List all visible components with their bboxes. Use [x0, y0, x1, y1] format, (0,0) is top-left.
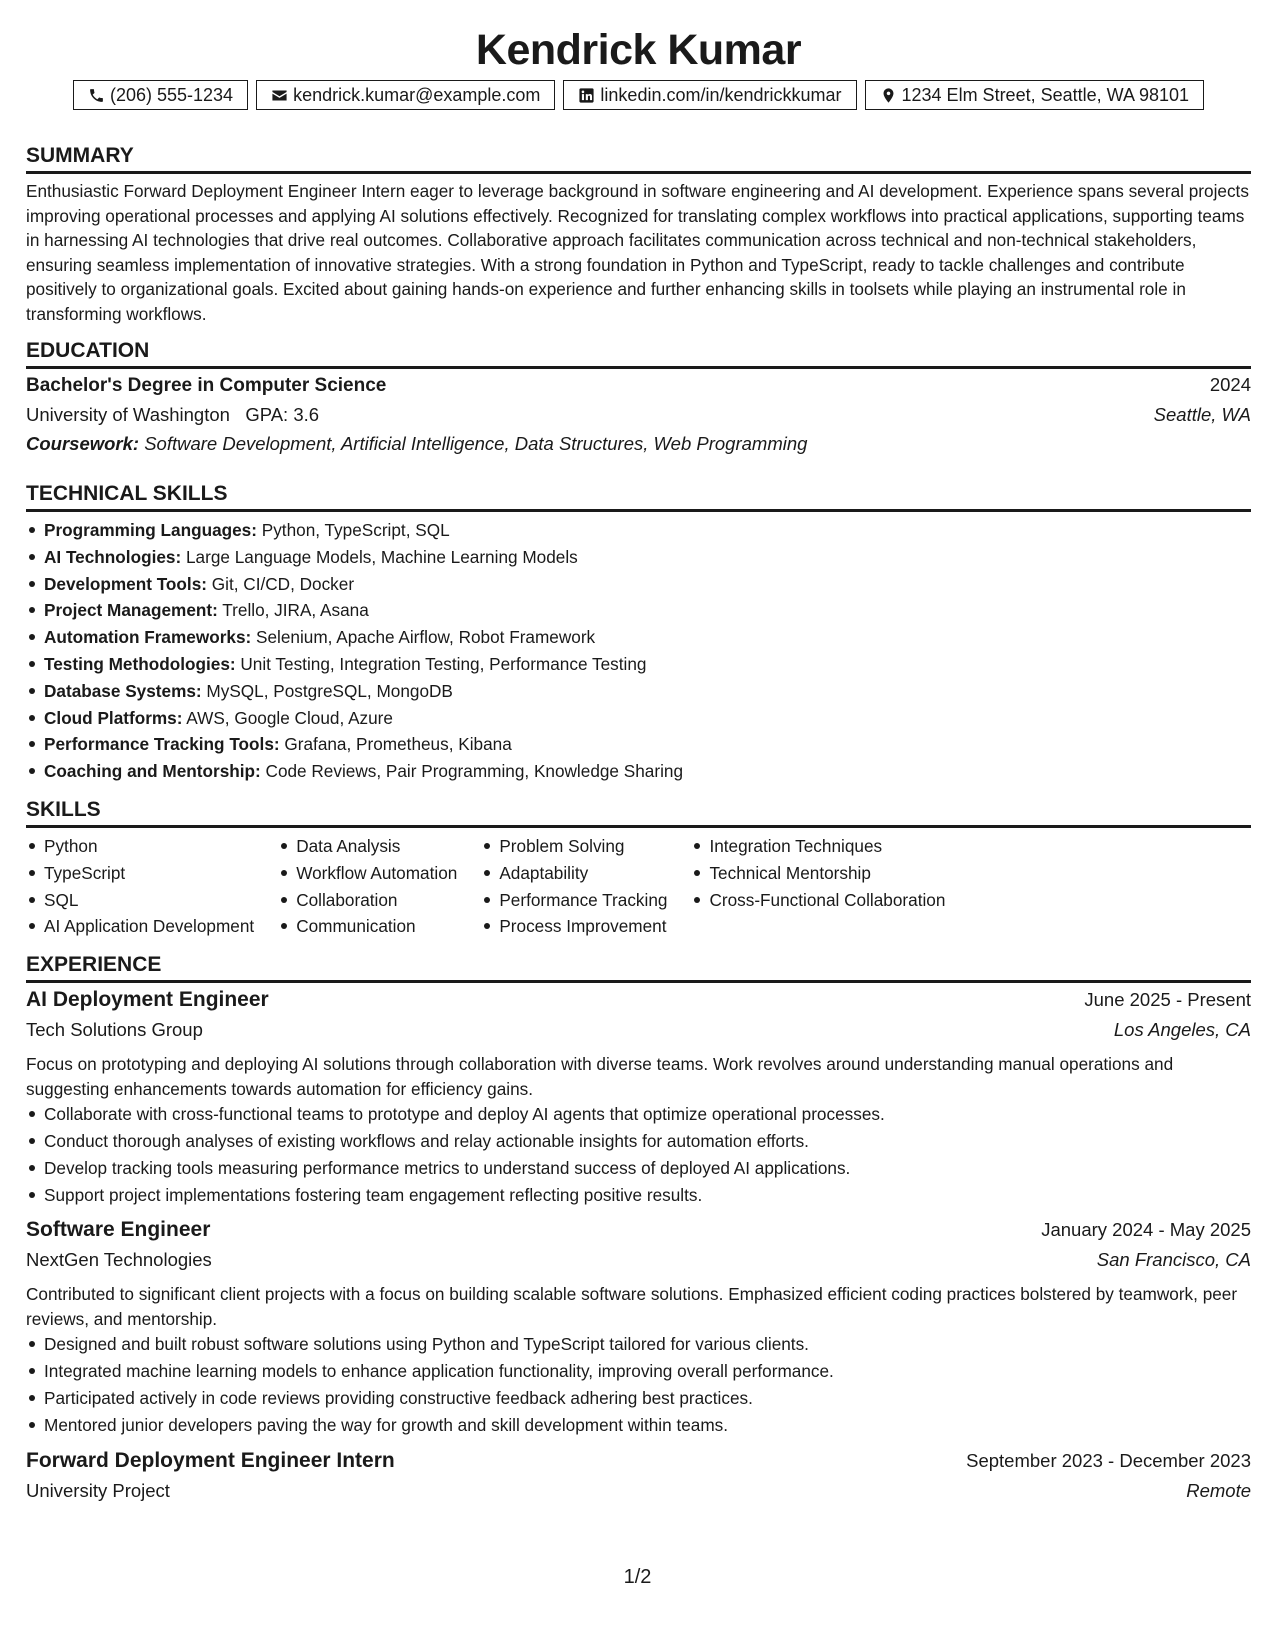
list-item: Python	[26, 833, 254, 860]
skill-value: AWS, Google Cloud, Azure	[186, 707, 393, 728]
company-name: University Project	[26, 1479, 170, 1501]
job-location: Los Angeles, CA	[1113, 1019, 1251, 1041]
list-item: Conduct thorough analyses of existing workflows and relay actionable insights for automation efforts.	[26, 1128, 1251, 1155]
contact-phone[interactable]	[73, 80, 248, 110]
linkedin-icon	[578, 87, 595, 104]
linkedin-text: linkedin.com/in/kendrickkumar	[600, 84, 842, 105]
job-entry	[26, 1218, 1251, 1438]
gpa: GPA: 3.6	[245, 404, 320, 425]
job-dates: September 2023 - December 2023	[966, 1449, 1251, 1471]
contact-email[interactable]	[256, 80, 555, 110]
skill-value: Python, TypeScript, SQL	[261, 520, 450, 540]
skills-section	[26, 798, 1251, 940]
list-item	[26, 651, 1251, 678]
list-item	[26, 544, 1251, 571]
school-name: University of Washington	[26, 404, 230, 425]
list-item: Integrated machine learning models to enhance application functionality, improving overall performance.	[26, 1358, 1251, 1385]
list-item	[26, 705, 1251, 732]
phone-icon	[88, 87, 105, 104]
page-number: 1/2	[623, 1566, 652, 1588]
skills-column	[691, 833, 945, 940]
skill-value: Trello, JIRA, Asana	[222, 600, 369, 621]
experience-heading: EXPERIENCE	[26, 953, 1251, 983]
job-entry	[26, 988, 1251, 1208]
skills-grid	[26, 833, 1251, 940]
job-bullets	[26, 1331, 1251, 1438]
list-item: Workflow Automation	[278, 860, 457, 887]
education-heading: EDUCATION	[26, 339, 1251, 369]
list-item: Technical Mentorship	[691, 860, 945, 887]
skill-value: MySQL, PostgreSQL, MongoDB	[206, 680, 453, 701]
skill-value: Git, CI/CD, Docker	[211, 573, 355, 594]
list-item: Collaboration	[278, 887, 457, 914]
job-title: AI Deployment Engineer	[26, 988, 269, 1012]
email-text: kendrick.kumar@example.com	[293, 84, 541, 105]
degree-title: Bachelor's Degree in Computer Science	[26, 375, 387, 396]
skill-label: AI Technologies:	[44, 546, 182, 567]
job-dates: June 2025 - Present	[1084, 989, 1251, 1011]
list-item: Process Improvement	[481, 913, 667, 940]
skill-label: Cloud Platforms:	[44, 707, 183, 728]
list-item: Data Analysis	[278, 833, 457, 860]
list-item	[26, 678, 1251, 705]
address-text: 1234 Elm Street, Seattle, WA 98101	[901, 84, 1190, 105]
list-item: Communication	[278, 913, 457, 940]
list-item	[26, 517, 1251, 544]
list-item	[26, 731, 1251, 758]
graduation-year: 2024	[1209, 374, 1251, 395]
technical-skills-list	[26, 517, 1251, 785]
list-item: Performance Tracking	[481, 887, 667, 914]
school-line	[26, 404, 319, 426]
job-summary: Focus on prototyping and deploying AI solutions through collaboration with diverse teams. Work revolves around understanding manual operations and suggesting enhancements towards automation for efficiency gains.	[26, 1054, 1174, 1099]
job-summary: Contributed to significant client projects with a focus on building scalable software solutions. Emphasized efficient coding practices bolstered by teamwork, peer reviews, and mentorship.	[26, 1284, 1238, 1329]
skill-value: Selenium, Apache Airflow, Robot Framework	[256, 627, 596, 648]
skill-label: Programming Languages:	[44, 520, 257, 540]
candidate-name: Kendrick Kumar	[475, 26, 802, 74]
skills-heading: SKILLS	[26, 798, 1251, 828]
skill-label: Project Management:	[44, 600, 218, 621]
job-dates: January 2024 - May 2025	[1041, 1219, 1251, 1241]
list-item: Adaptability	[481, 860, 667, 887]
skill-value: Grafana, Prometheus, Kibana	[284, 734, 512, 755]
job-bullets	[26, 1101, 1251, 1208]
list-item: Cross-Functional Collaboration	[691, 887, 945, 914]
company-name: Tech Solutions Group	[26, 1019, 203, 1041]
skill-label: Testing Methodologies:	[44, 653, 236, 674]
skill-label: Performance Tracking Tools:	[44, 734, 280, 755]
company-name: NextGen Technologies	[26, 1249, 212, 1271]
skill-label: Coaching and Mentorship:	[44, 761, 261, 782]
coursework-line	[26, 433, 1251, 463]
list-item: SQL	[26, 887, 254, 914]
list-item: AI Application Development	[26, 913, 254, 940]
summary-heading: SUMMARY	[26, 144, 1251, 174]
coursework-list: Software Development, Artificial Intelligence, Data Structures, Web Programming	[144, 433, 808, 454]
list-item: Collaborate with cross-functional teams to prototype and deploy AI agents that optimize operational processes.	[26, 1101, 1251, 1128]
skill-value: Code Reviews, Pair Programming, Knowledge Sharing	[265, 761, 684, 782]
envelope-icon	[271, 87, 288, 104]
list-item: Problem Solving	[481, 833, 667, 860]
list-item	[26, 571, 1251, 598]
skills-column	[26, 833, 254, 940]
job-title: Software Engineer	[26, 1218, 211, 1242]
list-item: Support project implementations fostering team engagement reflecting positive results.	[26, 1182, 1251, 1209]
skill-label: Automation Frameworks:	[44, 627, 252, 648]
skill-label: Database Systems:	[44, 680, 202, 701]
technical-skills-heading: TECHNICAL SKILLS	[26, 482, 1251, 512]
list-item	[26, 624, 1251, 651]
list-item: Designed and built robust software solutions using Python and TypeScript tailored for various clients.	[26, 1331, 1251, 1358]
list-item: Mentored junior developers paving the way for growth and skill development within teams.	[26, 1412, 1251, 1439]
coursework-label: Coursework:	[26, 433, 140, 454]
skills-column	[278, 833, 457, 940]
job-title: Forward Deployment Engineer Intern	[26, 1448, 395, 1472]
experience-section	[26, 953, 1251, 1510]
education-section	[26, 339, 1251, 463]
list-item: Develop tracking tools measuring performance metrics to understand success of deployed AI applications.	[26, 1155, 1251, 1182]
skills-column	[481, 833, 667, 940]
skill-value: Large Language Models, Machine Learning Models	[185, 546, 578, 567]
phone-text: (206) 555-1234	[109, 84, 234, 105]
list-item: TypeScript	[26, 860, 254, 887]
summary-section	[26, 144, 1251, 326]
list-item: Integration Techniques	[691, 833, 945, 860]
job-entry	[26, 1449, 1251, 1511]
list-item	[26, 597, 1251, 624]
technical-skills-section	[26, 482, 1251, 785]
summary-text: Enthusiastic Forward Deployment Engineer Intern eager to leverage background in software engineering and AI development. Experience spans several projects improving operational processes and applying AI solutions effectively. Recognized for translating complex workflows into practical applications, supporting teams in harnessing AI technologies that drive real outcomes. Collaborative approach facilitates communication across technical and non-technical stakeholders, ensuring seamless implementation of innovative strategies. With a strong foundation in Python and TypeScript, ready to tackle challenges and contribute positively to organizational goals. Excited about gaining hands-on experience and further enhancing skills in toolsets while playing an instrumental role in transforming workflows.	[26, 181, 1249, 324]
contact-bar	[26, 80, 1251, 110]
skill-label: Development Tools:	[44, 573, 207, 594]
contact-linkedin[interactable]	[563, 80, 856, 110]
list-item: Participated actively in code reviews providing constructive feedback adhering best practices.	[26, 1385, 1251, 1412]
map-pin-icon	[880, 87, 897, 104]
job-location: San Francisco, CA	[1096, 1249, 1251, 1271]
school-location: Seattle, WA	[1153, 404, 1251, 425]
skill-value: Unit Testing, Integration Testing, Performance Testing	[240, 653, 647, 674]
resume-page	[26, 0, 1251, 1511]
list-item	[26, 758, 1251, 785]
contact-address	[865, 80, 1205, 110]
job-location: Remote	[1186, 1479, 1251, 1501]
